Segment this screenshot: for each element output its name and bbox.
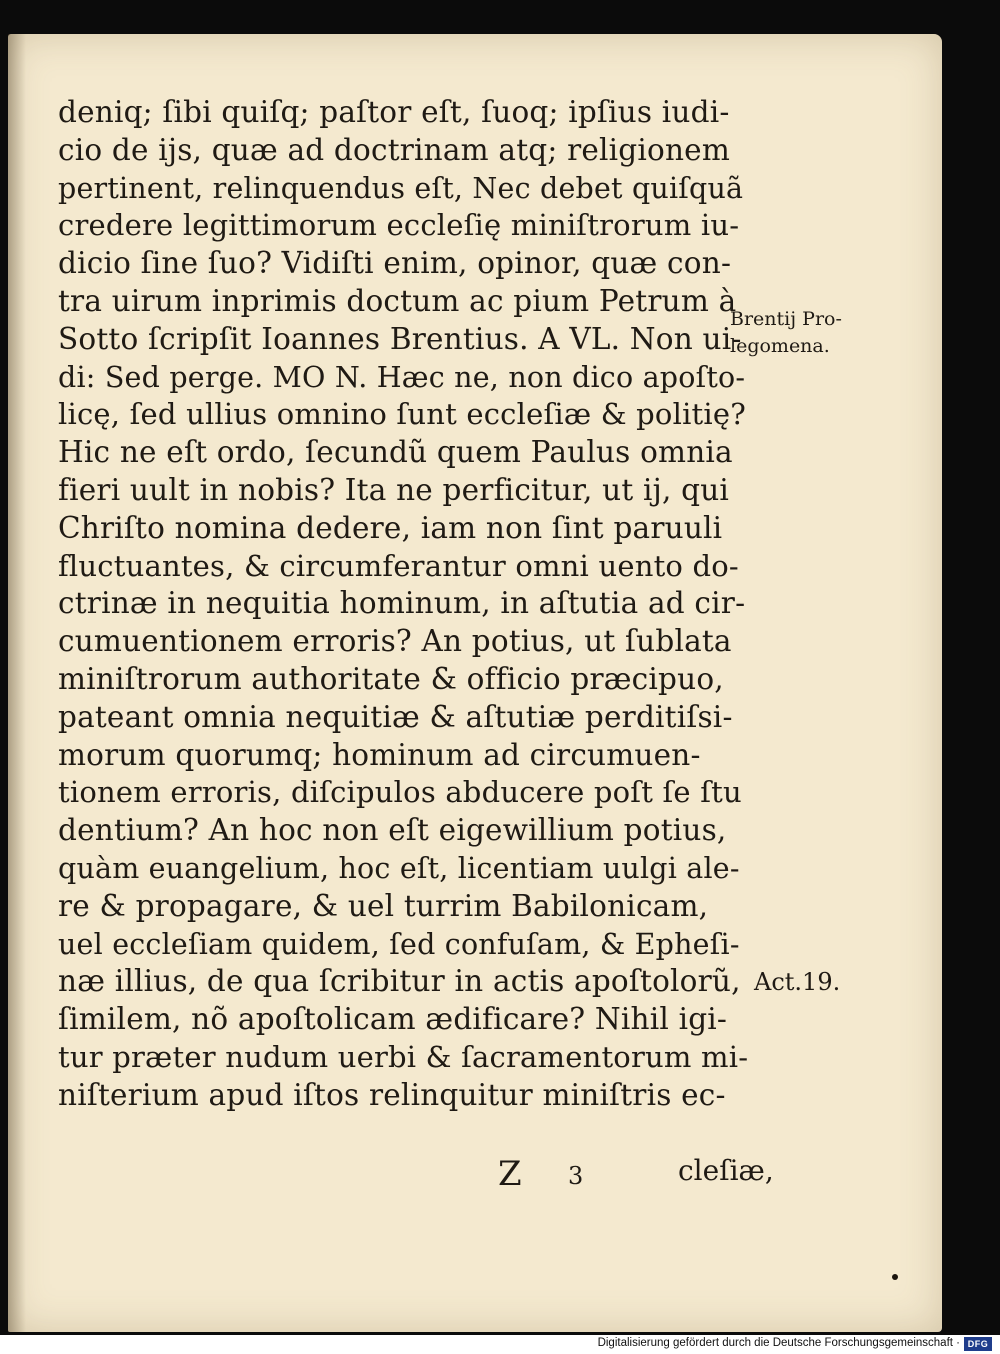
marginal-note-line: Brentij Pro- (730, 308, 842, 330)
text-line: fluctuantes, & circumferantur omni uento do- (58, 548, 739, 583)
text-line: deniq; ſibi quiſq; paſtor eſt, ſuoq; ipſius iudi- (58, 95, 730, 129)
text-line: pateant omnia nequitiæ & aſtutiæ perditiſsi- (58, 699, 733, 734)
text-line: re & propagare, & uel turrim Babilonicam, (58, 888, 709, 923)
text-line: licę, ſed ullius omnino ſunt eccleſiæ & politię? (58, 397, 746, 432)
text-line: morum quorumq; hominum ad circumuen- (58, 737, 701, 772)
funding-credit: Digitalisierung gefördert durch die Deutsche Forschungsgemeinschaft · (597, 1337, 960, 1349)
text-line: ctrinæ in nequitia hominum, in aſtutia ad cir- (58, 586, 746, 621)
text-line: Hic ne eſt ordo, ſecundũ quem Paulus omnia (58, 435, 733, 470)
page-body-text (58, 94, 748, 1115)
text-line: Sotto ſcripſit Ioannes Brentius. A VL. Non ui- (58, 321, 742, 356)
text-line: niſterium apud iſtos relinquitur miniſtris ec- (58, 1077, 726, 1112)
marginal-note-acts: Act.19. (754, 968, 841, 996)
dfg-logo: DFG (964, 1337, 992, 1351)
text-line: cumuentionem erroris? An potius, ut ſublata (58, 624, 732, 659)
text-line: fieri uult in nobis? Ita ne perficitur, ut ij, qui (58, 472, 730, 507)
signature-mark: Z (498, 1154, 522, 1194)
catchword: cleſiæ, (678, 1154, 774, 1187)
text-line: pertinent, relinquendus eſt, Nec debet quiſquã (58, 171, 744, 205)
page-gutter-shadow (8, 34, 26, 1332)
footer-bar (0, 1335, 1000, 1354)
text-line: næ illius, de qua ſcribitur in actis apoſtolorũ, (58, 964, 741, 999)
text-line: dentium? An hoc non eſt eigewillium potius, (58, 813, 727, 848)
text-line: tur præter nudum uerbi & ſacramentorum mi- (58, 1039, 749, 1074)
text-line: tra uirum inprimis doctum ac pium Petrum à (58, 283, 737, 318)
book-page (8, 34, 942, 1332)
text-line: miniſtrorum authoritate & officio præcipuo, (58, 661, 724, 696)
signature-number: 3 (568, 1162, 584, 1190)
ink-speck (892, 1274, 898, 1280)
text-line: cio de ijs, quæ ad doctrinam atq; religionem (58, 132, 731, 167)
text-line: credere legittimorum eccleſię miniſtrorum iu- (58, 208, 740, 243)
marginal-note-line: legomena. (730, 335, 830, 357)
text-line: quàm euangelium, hoc eſt, licentiam uulgi ale- (58, 851, 740, 885)
text-line: ſimilem, nõ apoſtolicam ædificare? Nihil igi- (58, 1002, 728, 1037)
text-line: dicio ſine ſuo? Vidiſti enim, opinor, quæ con- (58, 246, 732, 281)
text-line: Chriſto nomina dedere, iam non ſint paruuli (58, 510, 723, 545)
text-line: tionem erroris, diſcipulos abducere poſt ſe ſtu (58, 775, 742, 810)
marginal-note-brentius (730, 306, 842, 360)
text-line: uel eccleſiam quidem, ſed confuſam, & Epheſi- (58, 927, 740, 961)
text-line: di: Sed perge. MO N. Hæc ne, non dico apoſto- (58, 360, 746, 394)
